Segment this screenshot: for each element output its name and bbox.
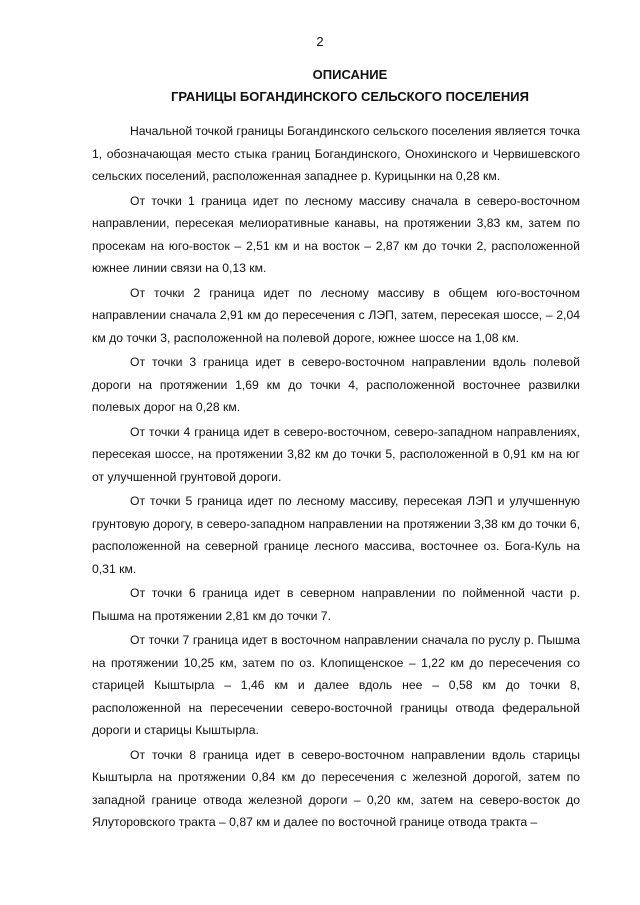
document-body (92, 120, 580, 836)
paragraph: От точки 7 граница идет в восточном направлении сначала по руслу р. Пышма на протяжении 10,25 км, затем по оз. Клопищенское – 1,22 км до пересечения со старицей Кыштырла – 1,46 км и далее вдоль нее – 0,58 км до точки 8, расположенной на пересечении северо-восточной границы отвода федеральной дороги и старицы Кыштырла. (92, 633, 580, 737)
paragraph: От точки 4 граница идет в северо-восточном, северо-западном направлениях, пересекая шоссе, на протяжении 3,82 км до точки 5, расположенной в 0,91 км на юг от улучшенной грунтовой дороги. (92, 424, 580, 484)
title-line-1: ОПИСАНИЕ (312, 67, 388, 82)
paragraph: От точки 5 граница идет по лесному массиву, пересекая ЛЭП и улучшенную грунтовую дорогу, в северо-западном направлении на протяжении 3,38 км до точки 6, расположенной на северной границе лесного массива, восточнее оз. Бога-Куль на 0,31 км. (92, 494, 580, 576)
page-number: 2 (316, 34, 324, 49)
document-title (70, 64, 630, 108)
paragraph: От точки 1 граница идет по лесному массиву сначала в северо-восточном направлении, пересекая мелиоративные канавы, на протяжении 3,83 км, затем по просекам на юго-восток – 2,51 км и на восток – 2,87 км до точки 2, расположенной южнее линии связи на 0,13 км. (92, 193, 580, 275)
paragraph: От точки 8 граница идет в северо-восточном направлении вдоль старицы Кыштырла на протяжении 0,84 км до пересечения с железной дорогой, затем по западной границе отвода железной дороги – 0,20 км, затем на северо-восток до Ялуторовского тракта – 0,87 км и далее по восточной границе отвода тракта – (92, 747, 580, 829)
paragraph: От точки 3 граница идет в северо-восточном направлении вдоль полевой дороги на протяжении 1,69 км до точки 4, расположенной восточнее развилки полевых дорог на 0,28 км. (92, 355, 580, 414)
paragraph: От точки 6 граница идет в северном направлении по пойменной части р. Пышма на протяжении 2,81 км до точки 7. (92, 586, 580, 623)
title-line-2: ГРАНИЦЫ БОГАНДИНСКОГО СЕЛЬСКОГО ПОСЕЛЕНИЯ (171, 89, 529, 104)
paragraph: Начальной точкой границы Богандинского сельского поселения является точка 1, обозначающая место стыка границ Богандинского, Онохинского и Червишевского сельских поселений, расположенная западнее р. Курицынки на 0,28 км. (92, 124, 580, 183)
paragraph: От точки 2 граница идет по лесному массиву в общем юго-восточном направлении сначала 2,91 км до пересечения с ЛЭП, затем, пересекая шоссе, – 2,04 км до точки 3, расположенной на полевой дороге, южнее шоссе на 1,08 км. (92, 285, 580, 345)
